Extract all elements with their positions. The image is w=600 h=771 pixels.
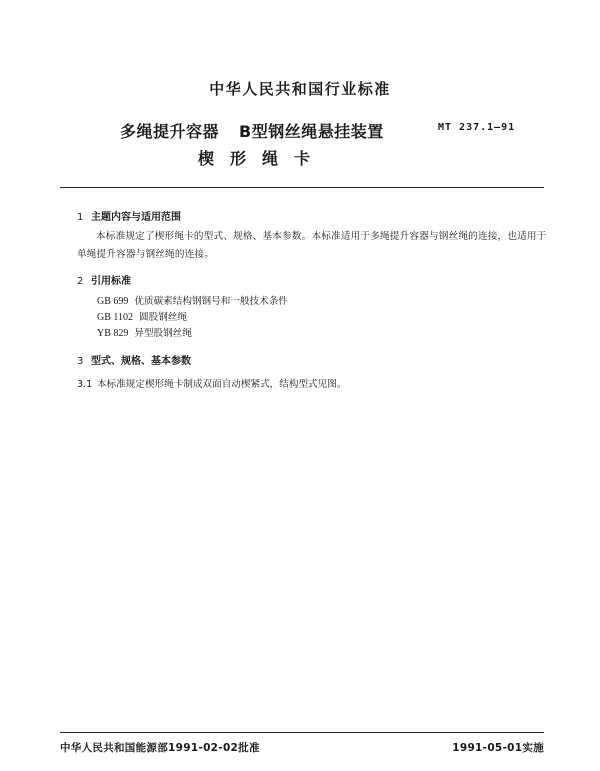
section-3-number: 3 <box>77 356 84 367</box>
reference-code: GB 699 <box>97 296 129 307</box>
title-part1: 多绳提升容器 <box>120 122 220 141</box>
section-1-number: 1 <box>77 212 84 223</box>
section-2-number: 2 <box>77 276 84 287</box>
section-1-paragraph: 本标准规定了楔形绳卡的型式、规格、基本参数。本标准适用于多绳提升容器与钢丝绳的连接，也适用于单绳提升容器与钢丝绳的连接。 <box>77 231 547 260</box>
section-1-title: 主题内容与适用范围 <box>91 212 181 223</box>
document-title-line2: 楔形绳卡 <box>198 149 327 168</box>
reference-name: 异型股钢丝绳 <box>134 328 192 339</box>
reference-list <box>97 294 288 342</box>
reference-code: YB 829 <box>97 328 129 339</box>
standard-code: MT 237.1—91 <box>438 122 516 133</box>
reference-item <box>97 310 288 326</box>
reference-code: GB 1102 <box>97 312 134 323</box>
section-1-heading <box>77 208 181 223</box>
document-title-line1 <box>120 119 384 142</box>
approval-statement: 中华人民共和国能源部1991-02-02批准 <box>60 742 260 754</box>
effective-date: 1991-05-01实施 <box>452 742 544 754</box>
section-3-heading <box>77 352 191 367</box>
section-3-title: 型式、规格、基本参数 <box>91 356 191 367</box>
reference-item <box>97 326 288 342</box>
reference-item <box>97 294 288 310</box>
section-2-heading <box>77 272 131 287</box>
clause-number: 3.1 <box>77 379 93 390</box>
clause-3-1 <box>77 376 346 390</box>
footer-divider <box>60 732 544 733</box>
reference-name: 优质碳素结构钢钢号和一般技术条件 <box>134 296 288 307</box>
clause-text: 本标准规定楔形绳卡制成双面自动楔紧式，结构型式见图。 <box>97 379 347 390</box>
reference-name: 圆股钢丝绳 <box>139 312 187 323</box>
title-part2: B型钢丝绳悬挂装置 <box>239 122 384 141</box>
header-divider <box>60 187 544 188</box>
standard-category-header: 中华人民共和国行业标准 <box>209 80 391 98</box>
section-2-title: 引用标准 <box>91 276 131 287</box>
